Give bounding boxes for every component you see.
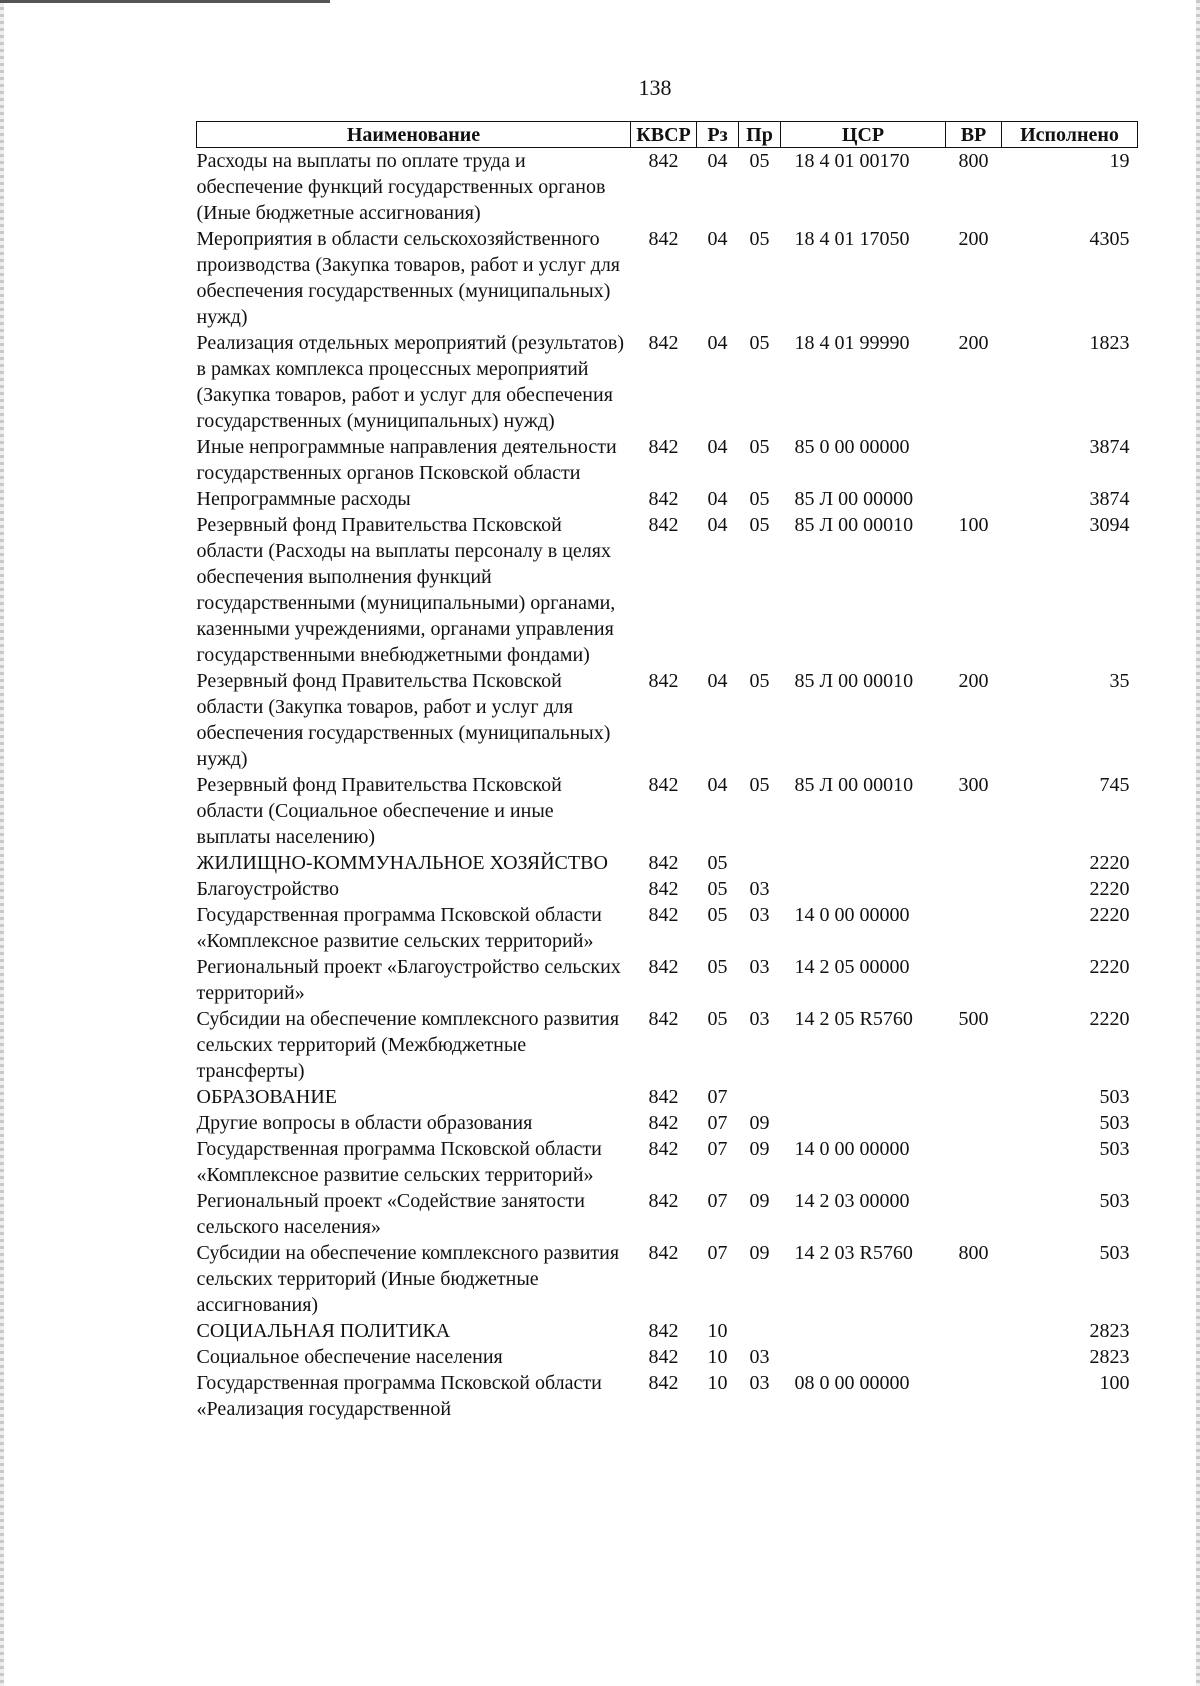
- cell-name: Резервный фонд Правительства Псковской области (Социальное обеспечение и иные выплаты населению): [196, 774, 562, 848]
- cell-name: Расходы на выплаты по оплате труда и обеспечение функций государственных органов (Иные бюджетные ассигнования): [196, 150, 606, 224]
- cell-pr: 03: [749, 1008, 770, 1030]
- cell-name: Реализация отдельных мероприятий (результатов) в рамках комплекса процессных мероприятий (Закупка товаров, работ и услуг для обеспечения государственных (муниципальных) нужд): [196, 332, 625, 432]
- cell-pr: 09: [749, 1112, 770, 1134]
- cell-csr: 85 Л 00 00010: [794, 670, 914, 692]
- cell-kvsr: 842: [648, 878, 679, 900]
- table-row: [197, 1110, 1138, 1136]
- cell-name: СОЦИАЛЬНАЯ ПОЛИТИКА: [196, 1320, 451, 1342]
- cell-csr: 85 0 00 00000: [794, 436, 910, 458]
- cell-rz: 07: [707, 1190, 728, 1212]
- cell-csr: 18 4 01 17050: [794, 228, 910, 250]
- header-rz: Рз: [697, 122, 739, 148]
- table-row: [197, 330, 1138, 434]
- cell-csr: 14 2 03 R5760: [794, 1242, 913, 1264]
- cell-kvsr: 842: [648, 774, 679, 796]
- cell-vr: [946, 1188, 1002, 1240]
- cell-exec: 503: [1099, 1112, 1130, 1134]
- header-vr: ВР: [946, 122, 1002, 148]
- table-row: [197, 954, 1138, 1006]
- cell-kvsr: 842: [648, 956, 679, 978]
- cell-csr: 85 Л 00 00010: [794, 774, 914, 796]
- cell-kvsr: 842: [648, 1008, 679, 1030]
- cell-exec: 2220: [1089, 1008, 1130, 1030]
- table-row: [197, 512, 1138, 668]
- cell-exec: 503: [1099, 1242, 1130, 1264]
- cell-exec: 4305: [1089, 228, 1130, 250]
- cell-rz: 05: [707, 956, 728, 978]
- cell-name: Региональный проект «Благоустройство сельских территорий»: [196, 956, 621, 1004]
- cell-pr: 05: [749, 514, 770, 536]
- cell-name: ОБРАЗОВАНИЕ: [196, 1086, 338, 1108]
- cell-exec: 503: [1099, 1138, 1130, 1160]
- table-row: [197, 1318, 1138, 1344]
- cell-vr: 100: [958, 514, 989, 536]
- cell-name: Региональный проект «Содействие занятости сельского населения»: [196, 1190, 585, 1238]
- cell-kvsr: 842: [648, 1190, 679, 1212]
- cell-pr: 09: [749, 1138, 770, 1160]
- cell-exec: 503: [1099, 1190, 1130, 1212]
- cell-kvsr: 842: [648, 1346, 679, 1368]
- cell-kvsr: 842: [648, 1138, 679, 1160]
- cell-vr: [946, 954, 1002, 1006]
- cell-rz: 05: [707, 1008, 728, 1030]
- table-row: [197, 1240, 1138, 1318]
- cell-vr: [946, 1370, 1002, 1422]
- cell-pr: 03: [749, 1372, 770, 1394]
- cell-rz: 07: [707, 1242, 728, 1264]
- cell-rz: 04: [707, 774, 728, 796]
- cell-exec: 2220: [1089, 852, 1130, 874]
- table-row: [197, 1188, 1138, 1240]
- cell-exec: 1823: [1089, 332, 1130, 354]
- cell-rz: 05: [707, 904, 728, 926]
- cell-pr: [739, 1084, 781, 1110]
- cell-exec: 35: [1109, 670, 1130, 692]
- cell-pr: 05: [749, 228, 770, 250]
- cell-vr: [946, 434, 1002, 486]
- cell-name: Иные непрограммные направления деятельности государственных органов Псковской области: [196, 436, 617, 484]
- cell-csr: 85 Л 00 00010: [794, 514, 914, 536]
- cell-vr: [946, 1084, 1002, 1110]
- header-kvsr: КВСР: [631, 122, 697, 148]
- cell-vr: [946, 1110, 1002, 1136]
- cell-rz: 04: [707, 332, 728, 354]
- cell-exec: 2823: [1089, 1320, 1130, 1342]
- table-row: [197, 1370, 1138, 1422]
- cell-csr: [781, 1318, 946, 1344]
- cell-kvsr: 842: [648, 670, 679, 692]
- cell-pr: 05: [749, 332, 770, 354]
- cell-vr: 800: [958, 150, 989, 172]
- cell-rz: 04: [707, 228, 728, 250]
- cell-vr: 800: [958, 1242, 989, 1264]
- cell-rz: 07: [707, 1138, 728, 1160]
- cell-csr: 14 2 05 R5760: [794, 1008, 913, 1030]
- cell-pr: 05: [749, 670, 770, 692]
- cell-kvsr: 842: [648, 150, 679, 172]
- cell-csr: 18 4 01 99990: [794, 332, 910, 354]
- cell-exec: 2220: [1089, 878, 1130, 900]
- cell-kvsr: 842: [648, 1372, 679, 1394]
- table-row: [197, 434, 1138, 486]
- cell-vr: [946, 902, 1002, 954]
- cell-exec: 503: [1099, 1086, 1130, 1108]
- cell-csr: [781, 1110, 946, 1136]
- cell-name: Непрограммные расходы: [196, 488, 411, 510]
- cell-vr: [946, 876, 1002, 902]
- cell-rz: 07: [707, 1112, 728, 1134]
- cell-exec: 2220: [1089, 904, 1130, 926]
- cell-pr: 03: [749, 1346, 770, 1368]
- table-body: [197, 148, 1138, 1423]
- header-csr: ЦСР: [781, 122, 946, 148]
- cell-exec: 745: [1099, 774, 1130, 796]
- cell-kvsr: 842: [648, 1112, 679, 1134]
- cell-name: Социальное обеспечение населения: [196, 1346, 503, 1368]
- cell-name: Государственная программа Псковской области «Комплексное развитие сельских территорий»: [196, 1138, 602, 1186]
- scan-top-line: [0, 0, 330, 3]
- table-row: [197, 1344, 1138, 1370]
- cell-csr: 14 2 03 00000: [794, 1190, 910, 1212]
- table-row: [197, 486, 1138, 512]
- cell-exec: 3874: [1089, 436, 1130, 458]
- cell-vr: [946, 1136, 1002, 1188]
- cell-name: Резервный фонд Правительства Псковской области (Закупка товаров, работ и услуг для обеспечения государственных (муниципальных) нужд): [196, 670, 611, 770]
- cell-kvsr: 842: [648, 436, 679, 458]
- cell-name: Субсидии на обеспечение комплексного развития сельских территорий (Иные бюджетные ассигнования): [196, 1242, 620, 1316]
- table-row: [197, 902, 1138, 954]
- cell-csr: 14 0 00 00000: [794, 904, 910, 926]
- cell-exec: 100: [1099, 1372, 1130, 1394]
- table-row: [197, 772, 1138, 850]
- cell-kvsr: 842: [648, 332, 679, 354]
- cell-pr: [739, 850, 781, 876]
- header-exec: Исполнено: [1002, 122, 1138, 148]
- table-row: [197, 668, 1138, 772]
- cell-vr: 500: [958, 1008, 989, 1030]
- cell-pr: 09: [749, 1242, 770, 1264]
- cell-vr: 200: [958, 228, 989, 250]
- cell-name: Резервный фонд Правительства Псковской области (Расходы на выплаты персоналу в целях обеспечения выполнения функций государственными (муниципальными) органами, казенными учреждениями, органами управления государственными внебюджетными фондами): [196, 514, 616, 666]
- cell-pr: 05: [749, 436, 770, 458]
- cell-csr: 08 0 00 00000: [794, 1372, 910, 1394]
- cell-csr: 14 0 00 00000: [794, 1138, 910, 1160]
- header-pr: Пр: [739, 122, 781, 148]
- cell-pr: 09: [749, 1190, 770, 1212]
- cell-exec: 2220: [1089, 956, 1130, 978]
- cell-rz: 10: [707, 1320, 728, 1342]
- cell-csr: 85 Л 00 00000: [794, 488, 914, 510]
- cell-exec: 3094: [1089, 514, 1130, 536]
- cell-name: Благоустройство: [196, 878, 340, 900]
- table-row: [197, 1084, 1138, 1110]
- cell-kvsr: 842: [648, 1242, 679, 1264]
- table-row: [197, 876, 1138, 902]
- table-row: [197, 148, 1138, 227]
- cell-name: Субсидии на обеспечение комплексного развития сельских территорий (Межбюджетные трансферты): [196, 1008, 620, 1082]
- cell-exec: 3874: [1089, 488, 1130, 510]
- cell-rz: 07: [707, 1086, 728, 1108]
- cell-kvsr: 842: [648, 1320, 679, 1342]
- cell-kvsr: 842: [648, 904, 679, 926]
- cell-rz: 04: [707, 514, 728, 536]
- cell-pr: 05: [749, 488, 770, 510]
- cell-pr: 03: [749, 878, 770, 900]
- cell-rz: 04: [707, 150, 728, 172]
- cell-csr: [781, 876, 946, 902]
- cell-csr: [781, 850, 946, 876]
- cell-rz: 04: [707, 488, 728, 510]
- cell-rz: 04: [707, 436, 728, 458]
- cell-kvsr: 842: [648, 488, 679, 510]
- table-row: [197, 1006, 1138, 1084]
- table-header-row: [197, 122, 1138, 148]
- cell-csr: [781, 1084, 946, 1110]
- cell-vr: 300: [958, 774, 989, 796]
- cell-kvsr: 842: [648, 514, 679, 536]
- cell-kvsr: 842: [648, 852, 679, 874]
- cell-csr: 14 2 05 00000: [794, 956, 910, 978]
- cell-vr: 200: [958, 670, 989, 692]
- cell-exec: 2823: [1089, 1346, 1130, 1368]
- cell-name: Мероприятия в области сельскохозяйственного производства (Закупка товаров, работ и услуг для обеспечения государственных (муниципальных) нужд): [196, 228, 620, 328]
- cell-pr: 05: [749, 774, 770, 796]
- header-name: Наименование: [197, 122, 631, 148]
- table-row: [197, 226, 1138, 330]
- cell-name: Другие вопросы в области образования: [196, 1112, 533, 1134]
- cell-rz: 05: [707, 852, 728, 874]
- cell-kvsr: 842: [648, 1086, 679, 1108]
- cell-pr: [739, 1318, 781, 1344]
- table-row: [197, 850, 1138, 876]
- cell-pr: 05: [749, 150, 770, 172]
- cell-rz: 05: [707, 878, 728, 900]
- cell-vr: [946, 1344, 1002, 1370]
- cell-rz: 10: [707, 1372, 728, 1394]
- cell-name: ЖИЛИЩНО-КОММУНАЛЬНОЕ ХОЗЯЙСТВО: [196, 852, 608, 874]
- cell-csr: [781, 1344, 946, 1370]
- cell-vr: [946, 850, 1002, 876]
- page-number: 138: [638, 75, 672, 100]
- cell-rz: 04: [707, 670, 728, 692]
- scan-edge-right: [1196, 0, 1200, 1686]
- cell-name: Государственная программа Псковской области «Реализация государственной: [196, 1372, 602, 1420]
- budget-table: [196, 121, 1138, 1422]
- cell-csr: 18 4 01 00170: [794, 150, 910, 172]
- cell-pr: 03: [749, 956, 770, 978]
- scan-edge-left: [0, 0, 4, 1686]
- cell-name: Государственная программа Псковской области «Комплексное развитие сельских территорий»: [196, 904, 602, 952]
- table-row: [197, 1136, 1138, 1188]
- cell-rz: 10: [707, 1346, 728, 1368]
- cell-exec: 19: [1109, 150, 1130, 172]
- cell-vr: [946, 1318, 1002, 1344]
- cell-vr: [946, 486, 1002, 512]
- budget-table-container: [196, 121, 1137, 1422]
- cell-vr: 200: [958, 332, 989, 354]
- cell-pr: 03: [749, 904, 770, 926]
- cell-kvsr: 842: [648, 228, 679, 250]
